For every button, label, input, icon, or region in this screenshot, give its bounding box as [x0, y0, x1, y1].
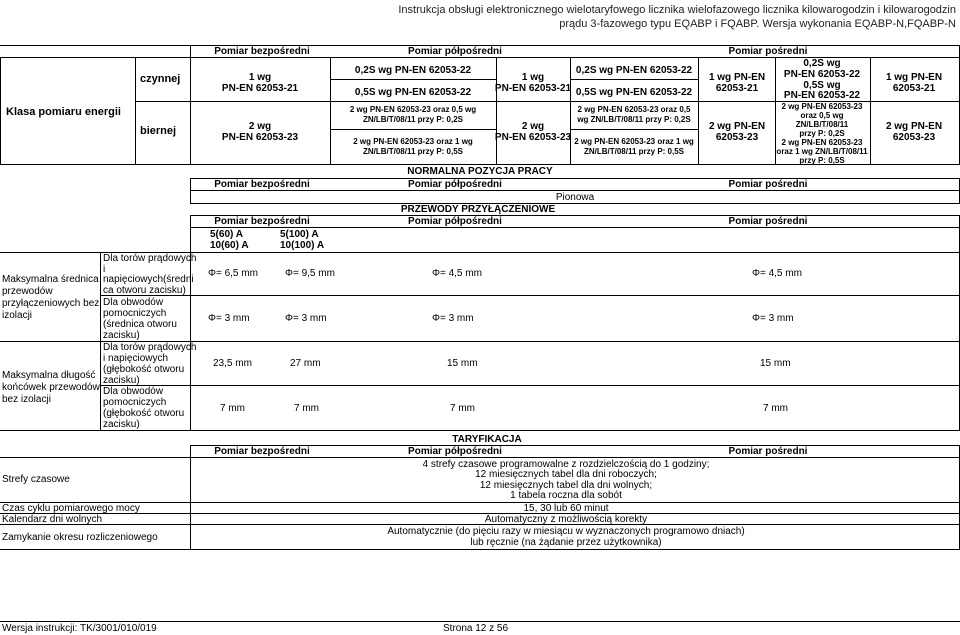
c6-reactive-6: oraz 1 wg ZN/LB/T/08/11: [776, 147, 868, 156]
accuracy-header-semi: Pomiar półpośredni: [408, 46, 502, 57]
row1-label-3: napięciowych(średni: [103, 274, 194, 285]
row2-value-2: Φ= 3 mm: [285, 313, 327, 324]
c4-active-b: 0,5S wg PN-EN 62053-22: [575, 87, 693, 98]
zones-value-1: 4 strefy czasowe programowalne z rozdzielczością do 1 godziny;: [422, 459, 710, 470]
c4-active-a: 0,2S wg PN-EN 62053-22: [575, 65, 693, 76]
row4-value-1: 7 mm: [220, 403, 245, 414]
row2-value-4: Φ= 3 mm: [752, 313, 794, 324]
current-b-1: 5(100) A: [280, 229, 319, 240]
wires-header-indirect: Pomiar pośredni: [728, 216, 808, 227]
c1-active-2: PN-EN 62053-21: [221, 83, 299, 94]
row1-label-4: ca otworu zacisku): [103, 285, 186, 296]
c3-reactive-2: PN-EN 62053-23: [494, 132, 572, 143]
c7-reactive-1: 2 wg PN-EN: [885, 121, 943, 132]
row4-value-2: 7 mm: [294, 403, 319, 414]
length-label-1: Maksymalna długość: [2, 370, 96, 381]
c6-active-1: 0,2S wg: [803, 58, 841, 69]
tariff-header-indirect: Pomiar pośredni: [728, 446, 808, 457]
row3-value-3: 15 mm: [447, 358, 478, 369]
c7-reactive-2: 62053-23: [892, 132, 936, 143]
c5-reactive-2: 62053-23: [715, 132, 759, 143]
row1-value-4: Φ= 4,5 mm: [752, 268, 802, 279]
row3-label-3: (głębokość otworu: [103, 364, 185, 375]
row2-label-2: pomocniczych: [103, 308, 167, 319]
normal-header-direct: Pomiar bezpośredni: [214, 179, 310, 190]
c2-active-a: 0,2S wg PN-EN 62053-22: [354, 65, 472, 76]
diameter-label-2: przewodów: [2, 286, 53, 297]
reactive-energy-label: biernej: [140, 125, 177, 137]
zones-value-4: 1 tabela roczna dla sobót: [510, 490, 622, 501]
accuracy-class-label: Klasa pomiaru energii: [6, 106, 121, 118]
current-a-2: 10(60) A: [210, 240, 249, 251]
row3-value-1: 23,5 mm: [213, 358, 252, 369]
c2-reactive-b-2: ZN/LB/T/08/11 przy P: 0,5S: [362, 147, 464, 156]
current-a-1: 5(60) A: [210, 229, 243, 240]
c1-active-1: 1 wg: [248, 72, 272, 83]
row1-value-3: Φ= 4,5 mm: [432, 268, 482, 279]
diameter-label-1: Maksymalna średnica: [2, 274, 99, 285]
calendar-value: Automatyczny z możliwością korekty: [484, 514, 648, 525]
closing-label: Zamykanie okresu rozliczeniowego: [2, 532, 158, 543]
wires-header-direct: Pomiar bezpośredni: [214, 216, 310, 227]
c6-active-2: PN-EN 62053-22: [783, 69, 861, 80]
tariff-header-semi: Pomiar półpośredni: [408, 446, 502, 457]
document-header: [398, 3, 956, 31]
row2-label-4: zacisku): [103, 330, 140, 341]
current-b-2: 10(100) A: [280, 240, 325, 251]
c7-active-2: 62053-21: [892, 83, 936, 94]
c5-active-2: 62053-21: [715, 83, 759, 94]
row1-label-2: i: [103, 264, 106, 275]
length-label-3: bez izolacji: [2, 394, 51, 405]
row2-value-1: Φ= 3 mm: [208, 313, 250, 324]
header-line-1: Instrukcja obsługi elektronicznego wielotaryfowego licznika wielofazowego licznika kilowarogodzin i kilowarogodzin: [398, 4, 956, 16]
row3-label-4: zacisku): [103, 375, 140, 386]
c6-active-3: 0,5S wg: [803, 80, 841, 91]
wires-title: PRZEWODY PRZYŁĄCZENIOWE: [400, 204, 556, 215]
accuracy-header-direct: Pomiar bezpośredni: [214, 46, 310, 57]
row1-label-1: Dla torów prądowych: [103, 253, 197, 264]
row3-value-4: 15 mm: [760, 358, 791, 369]
c3-active-2: PN-EN 62053-21: [494, 83, 572, 94]
c3-reactive-1: 2 wg: [521, 121, 545, 132]
row3-label-2: i napięciowych: [103, 353, 169, 364]
zones-label: Strefy czasowe: [2, 474, 70, 485]
row4-label-4: zacisku): [103, 419, 140, 430]
wires-header-semi: Pomiar półpośredni: [408, 216, 502, 227]
c6-active-4: PN-EN 62053-22: [783, 90, 861, 101]
c7-active-1: 1 wg PN-EN: [885, 72, 943, 83]
calendar-label: Kalendarz dni wolnych: [2, 514, 103, 525]
row1-value-1: Φ= 6,5 mm: [208, 268, 258, 279]
c4-reactive-a-1: 2 wg PN-EN 62053-23 oraz 0,5: [577, 105, 691, 114]
c6-reactive-4: przy P: 0,2S: [799, 129, 845, 138]
header-line-2: prądu 3-fazowego typu EQABP i FQABP. Wersja wykonania EQABP-N,FQABP-N: [559, 18, 956, 30]
row3-value-2: 27 mm: [290, 358, 321, 369]
row2-value-3: Φ= 3 mm: [432, 313, 474, 324]
c1-reactive-1: 2 wg: [248, 121, 272, 132]
normal-header-indirect: Pomiar pośredni: [728, 179, 808, 190]
row4-value-4: 7 mm: [763, 403, 788, 414]
c6-reactive-3: ZN/LB/T/08/11: [795, 120, 849, 129]
c6-reactive-1: 2 wg PN-EN 62053-23: [781, 102, 863, 111]
c6-reactive-5: 2 wg PN-EN 62053-23: [781, 138, 863, 147]
row4-label-3: (głębokość otworu: [103, 408, 185, 419]
c1-reactive-2: PN-EN 62053-23: [221, 132, 299, 143]
c2-reactive-a-1: 2 wg PN-EN 62053-23 oraz 0,5 wg: [349, 105, 477, 114]
closing-value-2: lub ręcznie (na żądanie przez użytkownika): [470, 537, 662, 548]
c2-reactive-b-1: 2 wg PN-EN 62053-23 oraz 1 wg: [353, 137, 473, 146]
accuracy-header-indirect: Pomiar pośredni: [728, 46, 808, 57]
normal-position-title: NORMALNA POZYCJA PRACY: [407, 166, 553, 177]
c5-reactive-1: 2 wg PN-EN: [708, 121, 766, 132]
normal-position-value: Pionowa: [555, 192, 595, 203]
c5-active-1: 1 wg PN-EN: [708, 72, 766, 83]
diameter-label-4: izolacji: [2, 310, 33, 321]
cycle-label: Czas cyklu pomiarowego mocy: [2, 503, 140, 514]
active-energy-label: czynnej: [140, 73, 181, 85]
footer-version: Wersja instrukcji: TK/3001/010/019: [2, 623, 157, 634]
c4-reactive-a-2: wg ZN/LB/T/08/11 przy P: 0,2S: [577, 115, 691, 124]
row4-value-3: 7 mm: [450, 403, 475, 414]
row4-label-1: Dla obwodów: [103, 386, 164, 397]
c4-reactive-b-1: 2 wg PN-EN 62053-23 oraz 1 wg: [574, 137, 694, 146]
row3-label-1: Dla torów prądowych: [103, 342, 197, 353]
c3-active-1: 1 wg: [521, 72, 545, 83]
footer-page-number: Strona 12 z 56: [443, 623, 509, 634]
c2-reactive-a-2: ZN/LB/T/08/11 przy P: 0,2S: [362, 115, 464, 124]
c4-reactive-b-2: ZN/LB/T/08/11 przy P: 0,5S: [583, 147, 685, 156]
length-label-2: końcówek przewodów: [2, 382, 100, 393]
c6-reactive-2: oraz 0,5 wg: [800, 111, 844, 120]
cycle-value: 15, 30 lub 60 minut: [523, 503, 609, 514]
normal-header-semi: Pomiar półpośredni: [408, 179, 502, 190]
tariff-header-direct: Pomiar bezpośredni: [214, 446, 310, 457]
row2-label-3: (średnica otworu: [103, 319, 177, 330]
zones-value-3: 12 miesięcznych tabel dla dni wolnych;: [479, 480, 653, 491]
closing-value-1: Automatycznie (do pięciu razy w miesiącu w wyznaczonych programowo dniach): [387, 526, 745, 537]
diameter-label-3: przyłączeniowych bez: [2, 298, 100, 309]
row4-label-2: pomocniczych: [103, 397, 167, 408]
c2-active-b: 0,5S wg PN-EN 62053-22: [354, 87, 472, 98]
zones-value-2: 12 miesięcznych tabel dla dni roboczych;: [475, 469, 657, 480]
row2-label-1: Dla obwodów: [103, 297, 164, 308]
row1-value-2: Φ= 9,5 mm: [285, 268, 335, 279]
c6-reactive-7: przy P: 0,5S: [799, 156, 845, 165]
tariff-title: TARYFIKACJA: [452, 434, 522, 445]
